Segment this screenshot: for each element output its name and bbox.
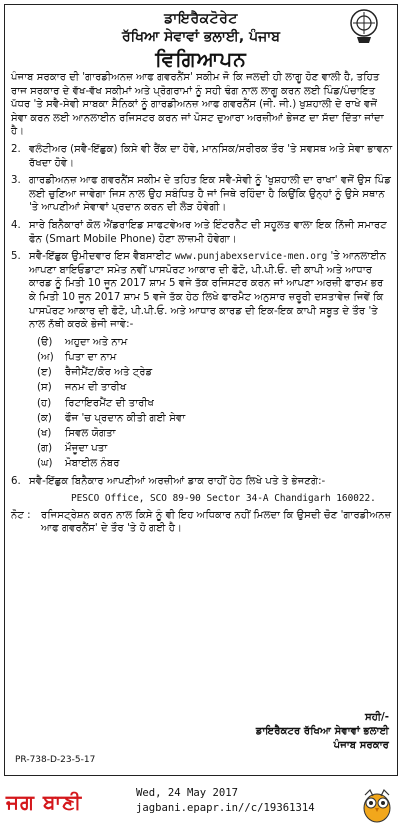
sub-text: ਰੈਜੀਮੈਂਟ/ਕੋਰ ਅਤੇ ਟ੍ਰੇਡ <box>65 367 153 379</box>
item-number: 2. <box>11 143 21 155</box>
item5-text-b: 'ਤੇ ਆਨਲਾਈਨ ਆਪਣਾ ਬਾਇਓਡਾਟਾ ਸਮੇਤ ਨਵੀਂ ਪਾਸਪੋਰਟ ਆਕਾਰ ਦੀ ਫੋਟੋ, ਪੀ.ਪੀ.ਓ. ਦੀ ਕਾਪੀ ਅਤੇ ਆਧਾਰ ਕਾਰਡ ਨੂੰ ਮਿਤੀ 10 ਜੂਨ 2017 ਸ਼ਾਮ 5 ਵਜੇ ਤੱਕ ਰਜਿਸਟਰ ਕਰਨ ਜਾਂ ਆਪਣਾ ਅਰਜ਼ੀ ਫਾਰਮ ਭਰ ਕੇ ਮਿਤੀ 10 ਜੂਨ 2017 ਸ਼ਾਮ 5 ਵਜੇ ਤੱਕ ਹੇਠ ਲਿਖੇ ਫਾਰਮੈਟ ਅਨੁਸਾਰ ਜ਼ਰੂਰੀ ਦਸਤਾਵੇਜ਼ ਜਿਵੇਂ ਕਿ ਪਾਸਪੋਰਟ ਆਕਾਰ ਦੀ ਫੋਟੋ, ਪੀ.ਪੀ.ਓ. ਅਤੇ ਆਧਾਰ ਕਾਰਡ ਦੀ ਇਕ-ਇਕ ਕਾਪੀ ਸਬੂਤ ਦੇ ਤੌਰ 'ਤੇ ਨਾਲ ਨੱਥੀ ਕਰਕੇ ਭੇਜੀ ਜਾਵੇ:- <box>29 251 387 331</box>
item-text: ਸਾਰੇ ਬਿਨੈਕਾਰਾਂ ਕੋਲ ਐਂਡਰਾਇਡ ਸਾਫਟਵੇਅਰ ਅਤੇ ਇੰਟਰਨੈੱਟ ਦੀ ਸਹੂਲਤ ਵਾਲਾ ਇਕ ਨਿੱਜੀ ਸਮਾਰਟ ਫੋਨ (Smart Mobile Phone) ਹੋਣਾ ਲਾਜ਼ਮੀ ਹੋਵੇਗਾ। <box>29 219 387 245</box>
footer-meta <box>136 786 315 816</box>
signatory-org: ਪੰਜਾਬ ਸਰਕਾਰ <box>333 740 389 751</box>
source-url[interactable]: jagbani.epapr.in//c/19361314 <box>136 802 315 814</box>
ad-body <box>11 71 393 536</box>
note-text: ਰਜਿਸਟ੍ਰੇਸ਼ਨ ਕਰਨ ਨਾਲ ਕਿਸੇ ਨੂੰ ਵੀ ਇਹ ਅਧਿਕਾਰ ਨਹੀਂ ਮਿਲਦਾ ਕਿ ਉਸਦੀ ਚੋਣ 'ਗਾਰਡੀਅਨਜ਼ ਆਫ ਗਵਰਨੈਂਸ' ਦੇ ਤੌਰ 'ਤੇ ਹੋ ਗਈ ਹੈ। <box>41 509 392 535</box>
list-item <box>11 475 393 489</box>
website-link[interactable]: www.punjabexservice-men.org <box>174 251 328 263</box>
sub-key: (ਕ) <box>37 412 52 424</box>
office-address: PESCO Office, SCO 89-90 Sector 34-A Chandigarh 160022. <box>71 493 376 505</box>
list-item <box>11 219 393 246</box>
advertisement-title: ਵਿਗਿਆਪਨ <box>155 47 247 71</box>
sub-key: (ਗ) <box>37 443 53 455</box>
sub-text: ਮੌਜੂਦਾ ਪਤਾ <box>65 443 108 455</box>
intro-paragraph: ਪੰਜਾਬ ਸਰਕਾਰ ਦੀ 'ਗਾਰਡੀਅਨਜ਼ ਆਫ ਗਵਰਨੈਂਸ' ਸਕੀਮ ਜੋ ਕਿ ਜਲਦੀ ਹੀ ਲਾਗੂ ਹੋਣ ਵਾਲੀ ਹੈ, ਤਹਿਤ ਰਾਜ ਸਰਕਾਰ ਦੇ ਵੱਖ-ਵੱਖ ਸਕੀਮਾਂ ਅਤੇ ਪ੍ਰੋਗਰਾਮਾਂ ਨੂੰ ਸਹੀ ਢੰਗ ਨਾਲ ਲਾਗੂ ਕਰਨ ਲਈ ਪਿੰਡ/ਪੰਚਾਇਤ ਪੱਧਰ 'ਤੇ ਸਵੈ-ਸੇਵੀ ਸਾਬਕਾ ਸੈਨਿਕਾਂ ਨੂੰ ਗਾਰਡੀਅਨਜ਼ ਆਫ ਗਵਰਨੈਂਸ (ਜੀ. ਜੀ.) ਖੁਸ਼ਹਾਲੀ ਦੇ ਰਾਖੇ ਵਜੋਂ ਸੇਵਾ ਕਰਨ ਲਈ ਆਨਲਾਈਨ ਰਜਿਸਟਰ ਕਰਨ ਜਾਂ ਪੋਸਟ ਦੁਆਰਾ ਅਰਜ਼ੀਆਂ ਭੇਜਣ ਦਾ ਸੱਦਾ ਦਿੱਤਾ ਜਾਂਦਾ ਹੈ। <box>11 72 384 138</box>
item-text: ਸਵੈ-ਇੱਛੁਕ ਬਿਨੈਕਾਰ ਆਪਣੀਆਂ ਅਰਜ਼ੀਆਂ ਡਾਕ ਰਾਹੀਂ ਹੇਠ ਲਿਖੇ ਪਤੇ ਤੇ ਭੇਜਣਗੇ:- <box>29 475 326 487</box>
signature-line: ਸਹੀ/- <box>364 712 389 723</box>
advertisement <box>4 4 398 776</box>
note-label: ਨੋਟ : <box>11 509 31 521</box>
item-text: ਗਾਰਡੀਅਨਜ਼ ਆਫ ਗਵਰਨੈਂਸ ਸਕੀਮ ਦੇ ਤਹਿਤ ਇਕ ਸਵੈ-ਸੇਵੀ ਨੂੰ 'ਖੁਸ਼ਹਾਲੀ ਦਾ ਰਾਖਾ' ਵਜੋਂ ਉਸ ਪਿੰਡ ਲਈ ਚੁਣਿਆ ਜਾਵੇਗਾ ਜਿਸ ਨਾਲ ਉਹ ਸਬੰਧਿਤ ਹੈ ਜਾਂ ਜਿਥੇ ਰਹਿੰਦਾ ਹੈ ਕਿਉਂਕਿ ਉਨ੍ਹਾਂ ਨੂੰ ਉਸੇ ਸਥਾਨ 'ਤੇ ਆਪਣੀਆਂ ਸੇਵਾਵਾਂ ਪ੍ਰਦਾਨ ਕਰਨ ਦੀ ਲੋੜ ਹੋਵੇਗੀ। <box>29 175 391 214</box>
sub-key: (ਅ) <box>37 351 54 363</box>
directorate-heading: ਡਾਇਰੈਕਟੋਰੇਟ <box>164 11 238 27</box>
list-item <box>11 143 393 170</box>
sub-text: ਅਹੁਦਾ ਅਤੇ ਨਾਮ <box>65 336 128 348</box>
list-item <box>11 174 393 215</box>
item-number: 6. <box>11 475 21 487</box>
sub-key: (ਸ) <box>37 382 52 394</box>
sub-key: (ੲ) <box>37 367 52 379</box>
sub-key: (ੳ) <box>37 336 53 348</box>
list-item <box>37 427 393 440</box>
sub-text: ਪਿਤਾ ਦਾ ਨਾਮ <box>65 351 117 363</box>
footer <box>0 780 402 827</box>
signature-block <box>256 711 389 753</box>
list-item <box>11 250 393 332</box>
note <box>11 509 393 536</box>
signatory-title: ਡਾਇਰੈਕਟਰ ਰੱਖਿਆ ਸੇਵਾਵਾਂ ਭਲਾਈ <box>255 726 389 737</box>
sub-text: ਫੌਜ 'ਚ ਪ੍ਰਦਾਨ ਕੀਤੀ ਗਈ ਸੇਵਾ <box>65 412 186 424</box>
list-item <box>37 412 393 425</box>
list-item <box>37 397 393 410</box>
item-number: 3. <box>11 175 21 187</box>
sub-text: ਰਿਟਾਇਰਮੈਂਟ ਦੀ ਤਾਰੀਖ <box>65 397 155 409</box>
list-item <box>37 442 393 455</box>
sub-key: (ਖ) <box>37 427 52 439</box>
item-text <box>29 250 393 332</box>
sub-text: ਮੋਬਾਈਲ ਨੰਬਰ <box>65 458 120 470</box>
list-item <box>37 351 393 364</box>
sub-key: (ਘ) <box>37 458 53 470</box>
sub-text: ਸਿਵਲ ਯੋਗਤਾ <box>65 427 116 439</box>
item-text: ਵਲੰਟੀਅਰ (ਸਵੈ-ਇੱਛੁਕ) ਕਿਸੇ ਵੀ ਰੈਂਕ ਦਾ ਹੋਵੇ, ਮਾਨਸਿਕ/ਸਰੀਰਕ ਤੌਰ 'ਤੇ ਸਵਸਥ ਅਤੇ ਸੇਵਾ ਭਾਵਨਾ ਰੱਖਦਾ ਹੋਵੇ। <box>29 143 393 169</box>
pr-code: PR-738-D-23-5-17 <box>15 755 96 765</box>
item5-text-a: ਸਵੈ-ਇੱਛੁਕ ਉਮੀਦਵਾਰ ਇਸ ਵੈਬਸਾਈਟ <box>29 251 172 263</box>
department-heading: ਰੱਖਿਆ ਸੇਵਾਵਾਂ ਭਲਾਈ, ਪੰਜਾਬ <box>121 29 280 45</box>
owl-icon <box>360 786 394 824</box>
list-item <box>37 336 393 349</box>
publish-date: Wed, 24 May 2017 <box>136 787 239 799</box>
sub-text: ਜਨਮ ਦੀ ਤਾਰੀਖ <box>65 382 127 394</box>
item-number: 4. <box>11 219 21 231</box>
list-item <box>37 457 393 470</box>
list-item <box>37 381 393 394</box>
item-number: 5. <box>11 251 21 263</box>
sub-key: (ਹ) <box>37 397 52 409</box>
jagbani-logo: ਜਗ ਬਾਣੀ <box>6 790 83 814</box>
list-item <box>37 366 393 379</box>
